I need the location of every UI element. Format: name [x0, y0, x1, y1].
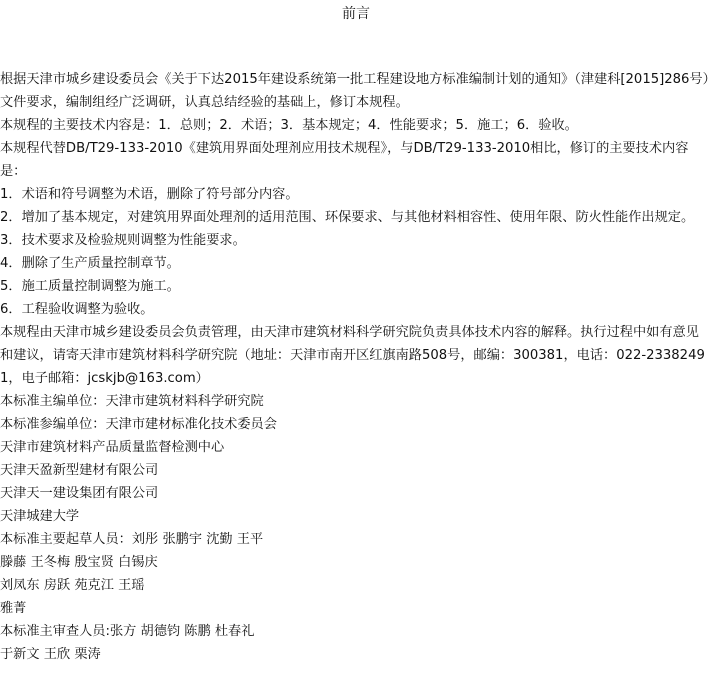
drafters-line: 滕藤 王冬梅 殷宝贤 白锡庆 [0, 555, 158, 570]
reviewers-line: 于新文 王欣 栗涛 [0, 647, 101, 662]
participating-unit: 天津天一建设集团有限公司 [0, 486, 159, 501]
list-item-change-4: 4．删除了生产质量控制章节。 [0, 256, 180, 271]
chief-editor-unit: 本标准主编单位：天津市建筑材料科学研究院 [0, 394, 264, 409]
list-item-change-3: 3．技术要求及检验规则调整为性能要求。 [0, 233, 246, 248]
participating-unit: 本标准参编单位：天津市建材标准化技术委员会 [0, 417, 277, 432]
paragraph-replacement: 本规程代替DB/T29-133-2010《建筑用界面处理剂应用技术规程》，与DB/T29-133-2010相比，修订的主要技术内容是： [0, 141, 689, 179]
list-item-change-1: 1．术语和符号调整为术语，删除了符号部分内容。 [0, 187, 299, 202]
paragraph-main-content: 本规程的主要技术内容是：1．总则；2．术语；3．基本规定；4．性能要求；5．施工；6．验收。 [0, 118, 578, 133]
participating-unit: 天津市建筑材料产品质量监督检测中心 [0, 440, 225, 455]
list-item-change-5: 5．施工质量控制调整为施工。 [0, 279, 180, 294]
participating-unit: 天津城建大学 [0, 509, 80, 524]
participating-unit: 天津天盈新型建材有限公司 [0, 463, 159, 478]
drafters-line: 雅菁 [0, 601, 27, 616]
drafters-line: 本标准主要起草人员：刘彤 张鹏宇 沈勤 王平 [0, 532, 264, 547]
list-item-change-2: 2．增加了基本规定，对建筑用界面处理剂的适用范围、环保要求、与其他材料相容性、使用年限、防火性能作出规定。 [0, 210, 695, 225]
document-body [0, 68, 712, 666]
reviewers-line: 本标准主审查人员:张方 胡德钧 陈鹏 杜春礼 [0, 624, 255, 639]
page-title: 前言 [342, 6, 370, 22]
drafters-line: 刘凤东 房跃 苑克江 王瑶 [0, 578, 145, 593]
paragraph-management: 本规程由天津市城乡建设委员会负责管理，由天津市建筑材料科学研究院负责具体技术内容的解释。执行过程中如有意见和建议，请寄天津市建筑材料科学研究院（地址：天津市南开区红旗南路508号，邮编：300381，电话：022-23382491，电子邮箱：jcskjb@163.com） [0, 325, 705, 386]
paragraph-basis: 根据天津市城乡建设委员会《关于下达2015年建设系统第一批工程建设地方标准编制计划的通知》（津建科[2015]286号）文件要求，编制组经广泛调研，认真总结经验的基础上，修订本规程。 [0, 72, 710, 110]
list-item-change-6: 6．工程验收调整为验收。 [0, 302, 154, 317]
